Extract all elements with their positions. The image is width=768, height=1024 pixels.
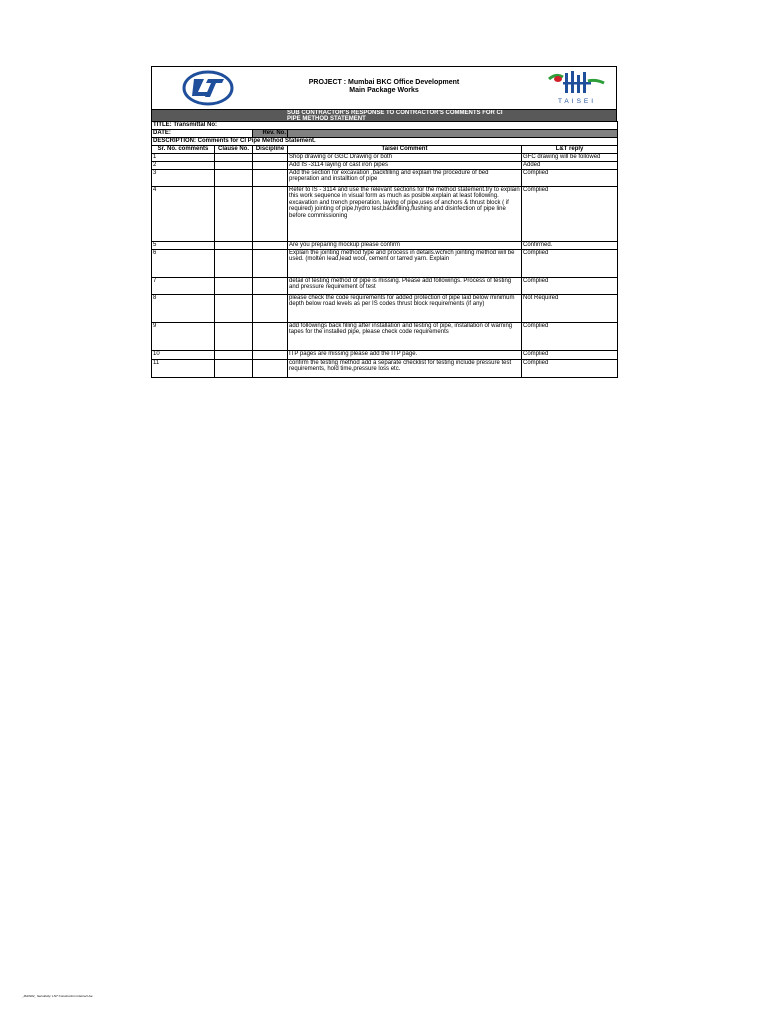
row-taisei-comment: detail of testing method of pipe is missing. Please add followings. Process of testing and pressure requirement of test (288, 278, 522, 295)
table-row (152, 154, 618, 162)
rev-label: Rev. No. (253, 130, 288, 138)
transmittal-title: TITLE: Transmittal No: (152, 122, 618, 130)
row-lt-reply: Not Required (522, 295, 618, 323)
row-number: 3 (152, 170, 215, 187)
taisei-logo-text: TAISEI (557, 98, 597, 105)
row-discipline (253, 187, 288, 242)
table-row (152, 278, 618, 295)
row-number: 5 (152, 242, 215, 250)
row-number: 1 (152, 154, 215, 162)
row-taisei-comment: Add the section for excavation ,backfilling and explain the procedure of bed preperation and installtion of pipe (288, 170, 522, 187)
row-taisei-comment: please check the code requirements for added protection of pipe laid below minimum depth below road levels as per IS codes thrust block requirements (if any) (288, 295, 522, 323)
table-row (152, 323, 618, 351)
comments-table (151, 121, 618, 378)
row-clause (215, 295, 253, 323)
row-clause (215, 162, 253, 170)
taisei-logo-icon (546, 69, 608, 107)
row-clause (215, 154, 253, 162)
table-row (152, 162, 618, 170)
date-row (152, 130, 618, 138)
row-number: 9 (152, 323, 215, 351)
row-discipline (253, 250, 288, 278)
row-clause (215, 360, 253, 378)
col-header-lt-reply: L&T reply (522, 146, 618, 154)
col-header-taisei-comment: Taisei Comment (288, 146, 522, 154)
comment-rows (152, 154, 618, 378)
row-taisei-comment: Refer to IS - 3114 and use the relevant sections for the method statement.try to explain this work sequence in visual form as much as posible.explain at least following. excavation and trench preperation, laying of pipe,uses of anchors & thrust block ( if required) jointing of pipe,hydro test,backfilling,flushing and disinfection of pipe line before commissioning (288, 187, 522, 242)
row-clause (215, 170, 253, 187)
table-row (152, 170, 618, 187)
title-row (152, 122, 618, 130)
banner-line-1: SUB CONTRACTOR'S RESPONSE TO CONTRACTOR'S COMMENTS FOR CI (287, 110, 503, 116)
description-row (152, 138, 618, 146)
table-row (152, 250, 618, 278)
col-header-clause: Clause No. (215, 146, 253, 154)
row-discipline (253, 295, 288, 323)
row-number: 7 (152, 278, 215, 295)
table-row (152, 351, 618, 360)
project-name: PROJECT : Mumbai BKC Office Development (308, 79, 460, 86)
row-number: 11 (152, 360, 215, 378)
row-taisei-comment: Shop drawing or GGC Drawing or both (288, 154, 522, 162)
row-clause (215, 323, 253, 351)
row-lt-reply: Complied (522, 351, 618, 360)
row-taisei-comment: add followings back filling after installation and testing of pipe, installation of warning tapes for the installed pipe, please check code requirements (288, 323, 522, 351)
row-number: 8 (152, 295, 215, 323)
row-discipline (253, 162, 288, 170)
row-taisei-comment: ITP pages are missing please add the ITP page. (288, 351, 522, 360)
row-discipline (253, 351, 288, 360)
row-discipline (253, 170, 288, 187)
document-header (151, 66, 617, 109)
row-number: 4 (152, 187, 215, 242)
row-lt-reply: Added (522, 162, 618, 170)
row-lt-reply: GFC drawing will be followed (522, 154, 618, 162)
row-discipline (253, 323, 288, 351)
footer-sensitivity-label: _MAIN02_ Sensitivity: LNT Construction Internal Use (22, 994, 93, 998)
row-lt-reply: Complied (522, 323, 618, 351)
col-header-sr-no: Sr. No. comments (152, 146, 215, 154)
row-clause (215, 278, 253, 295)
column-header-row (152, 146, 618, 154)
document-sheet (151, 66, 617, 378)
row-taisei-comment: Explain the jointing method type and process in details.wchich jointing method will be used. (molten lead,lead wool, cement or tarred yarn. Explain (288, 250, 522, 278)
row-discipline (253, 242, 288, 250)
row-discipline (253, 360, 288, 378)
row-lt-reply: Confirmed. (522, 242, 618, 250)
row-lt-reply: Complied (522, 360, 618, 378)
table-row (152, 295, 618, 323)
row-taisei-comment: Are you preparing mockup please confirm (288, 242, 522, 250)
row-taisei-comment: confirm the testing method add a separate checklist for testing include pressure test requirements, hold time,pressure loss etc. (288, 360, 522, 378)
project-package: Main Package Works (349, 87, 419, 94)
banner-line-2: PIPE METHOD STATEMENT (287, 116, 366, 121)
row-clause (215, 242, 253, 250)
row-clause (215, 351, 253, 360)
row-number: 6 (152, 250, 215, 278)
row-lt-reply: Complied (522, 250, 618, 278)
description: DESCRIPTION: Comments for CI Pipe Method Statement. (152, 138, 618, 146)
col-header-discipline: Discipline (253, 146, 288, 154)
row-discipline (253, 278, 288, 295)
row-clause (215, 250, 253, 278)
table-row (152, 242, 618, 250)
table-row (152, 360, 618, 378)
row-lt-reply: Complied (522, 278, 618, 295)
table-row (152, 187, 618, 242)
row-number: 10 (152, 351, 215, 360)
row-lt-reply: Complied (522, 170, 618, 187)
row-lt-reply: Complied (522, 187, 618, 242)
row-number: 2 (152, 162, 215, 170)
date-label: DATE: (152, 130, 253, 138)
rev-value (288, 130, 618, 138)
document-banner (151, 109, 617, 121)
row-taisei-comment: Add IS -3114 laying of cast iron pipes (288, 162, 522, 170)
row-discipline (253, 154, 288, 162)
row-clause (215, 187, 253, 242)
